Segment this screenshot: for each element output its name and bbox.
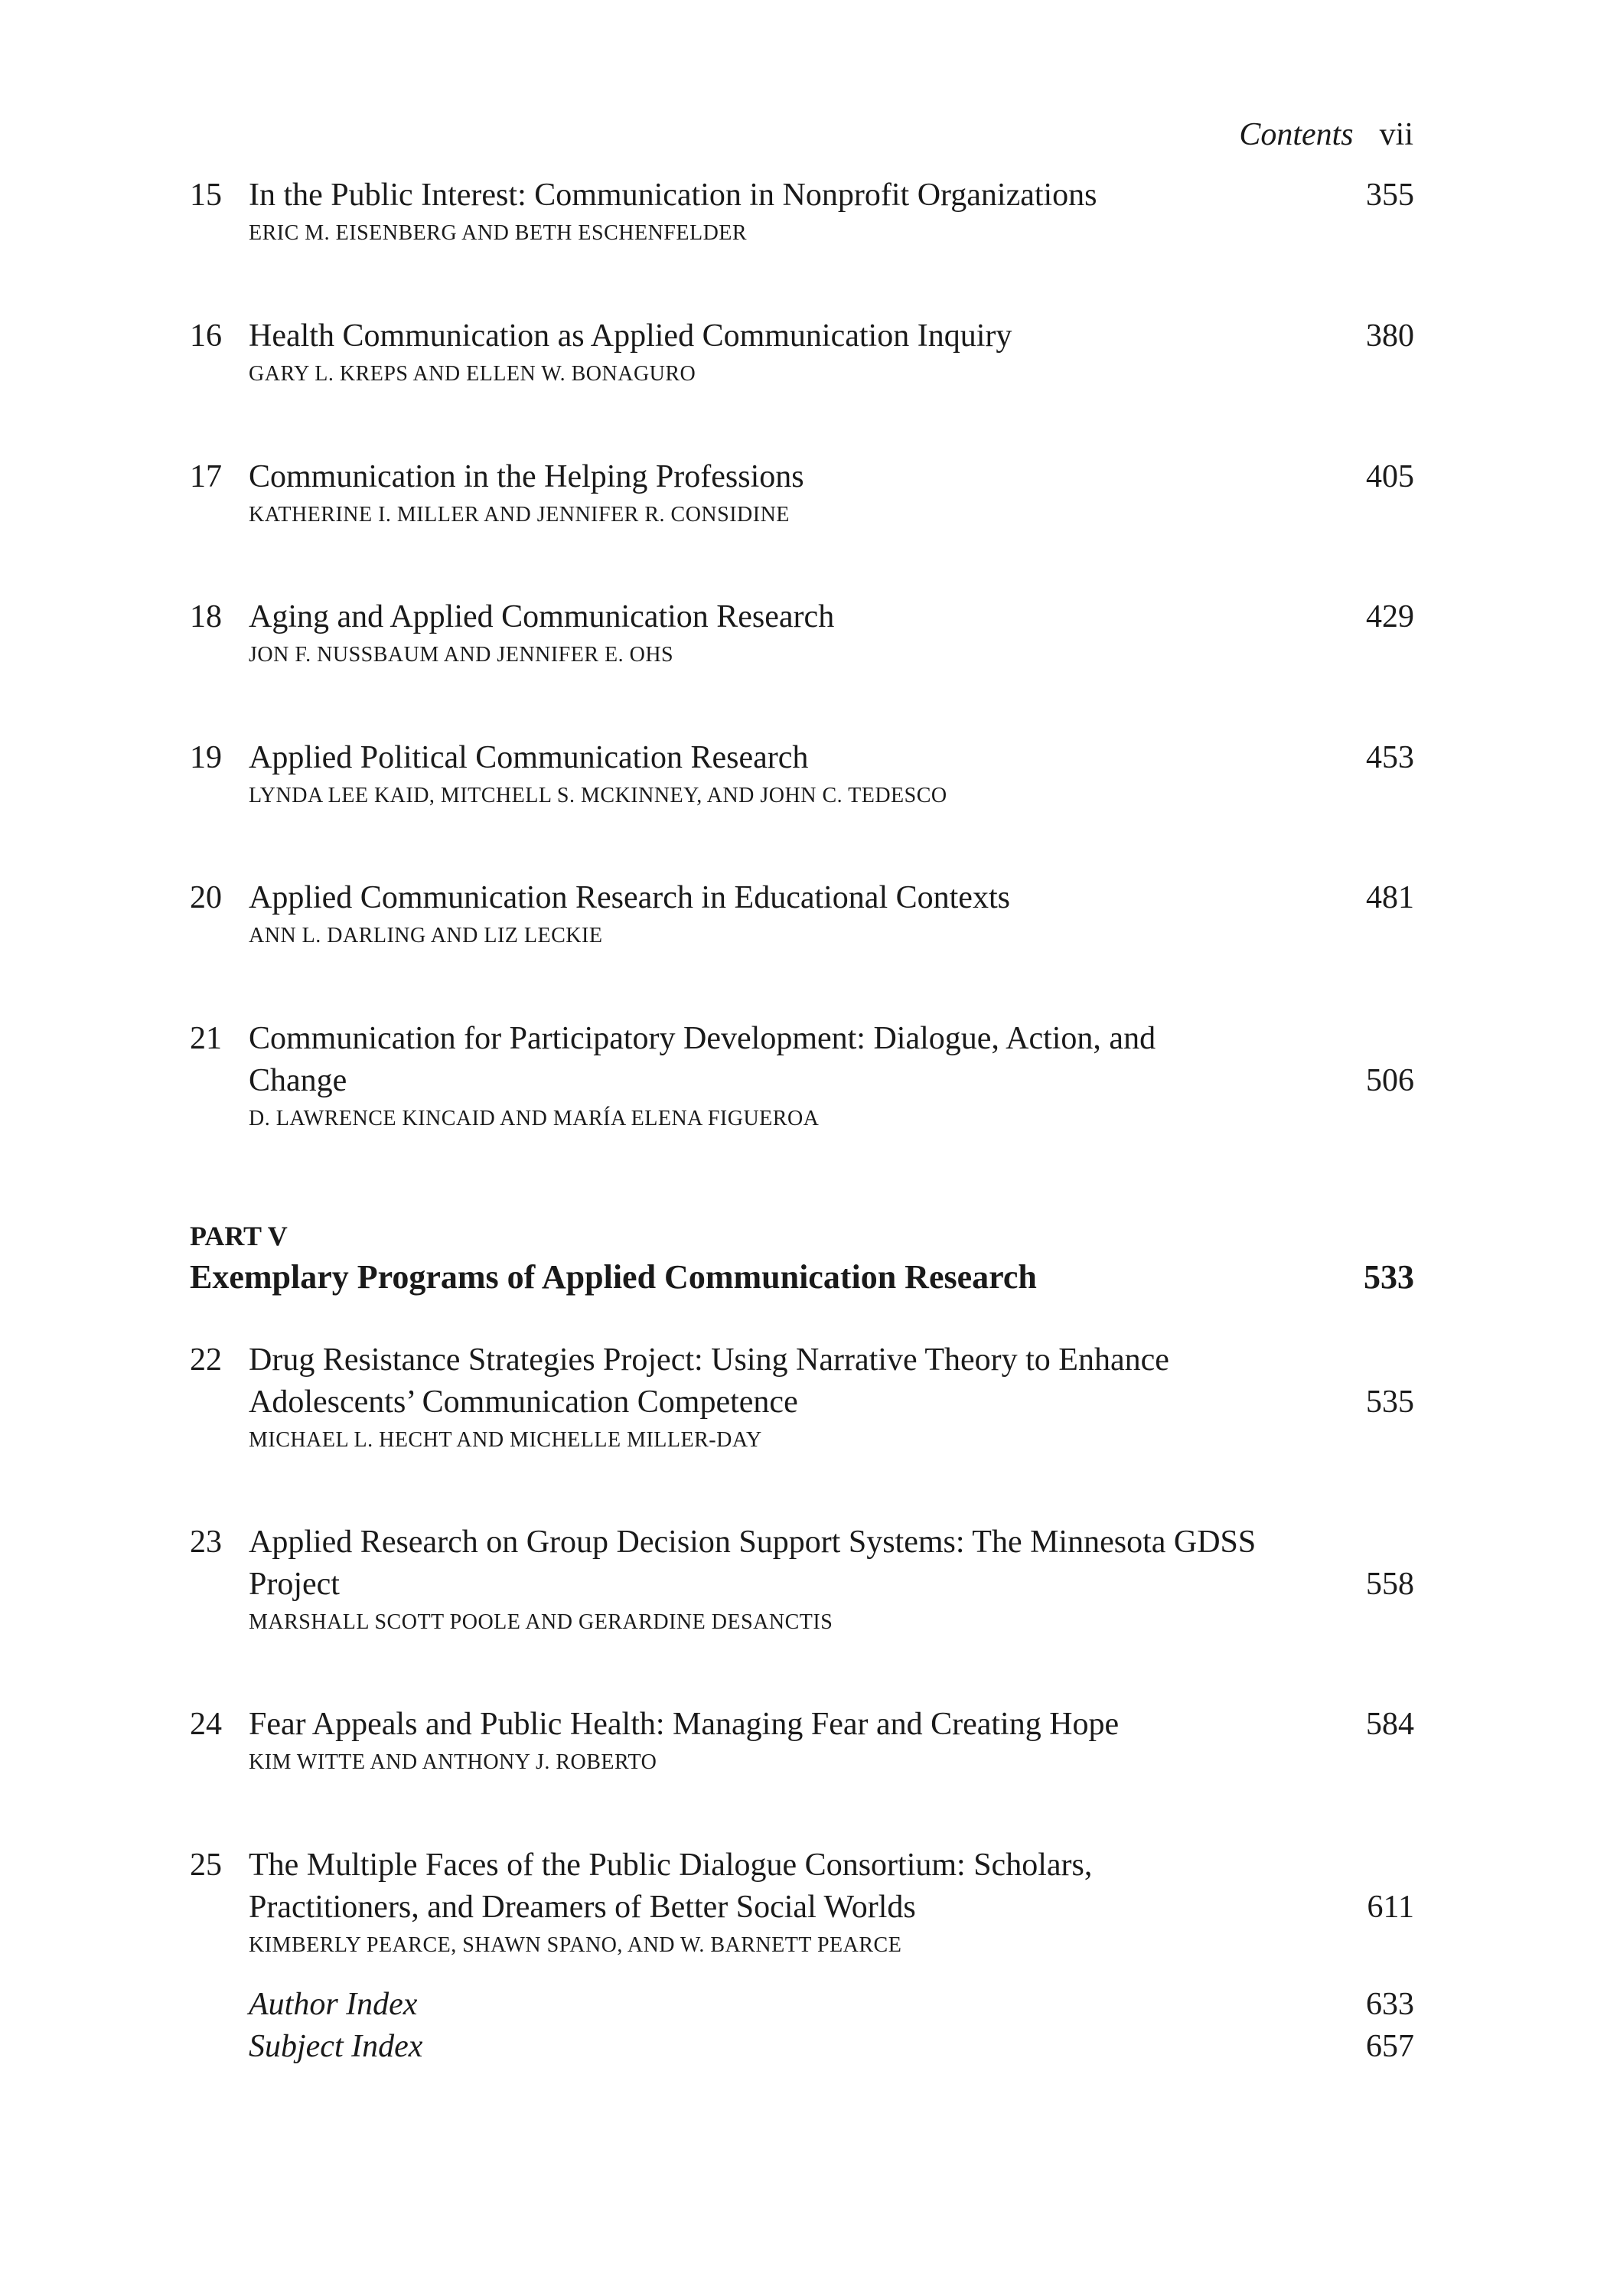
chapter-title: In the Public Interest: Communication in Nonprofit Organizations bbox=[249, 178, 1097, 213]
toc-entry-25[interactable] bbox=[190, 1844, 1414, 1959]
chapter-authors: MICHAEL L. HECHT AND MICHELLE MILLER-DAY bbox=[249, 1428, 762, 1452]
chapter-title: Applied Research on Group Decision Support Systems: The Minnesota GDSS Project bbox=[249, 1525, 1257, 1602]
chapter-title: Communication in the Helping Professions bbox=[249, 459, 804, 494]
chapter-title: Aging and Applied Communication Research bbox=[249, 599, 835, 634]
chapter-page: 535 bbox=[1366, 1384, 1414, 1420]
toc-entry-20[interactable] bbox=[190, 877, 1414, 950]
chapter-title: Communication for Participatory Development: Dialogue, Action, and Change bbox=[249, 1021, 1156, 1098]
toc-entry-15[interactable] bbox=[190, 174, 1414, 247]
chapter-number: 21 bbox=[190, 1021, 222, 1056]
chapter-number: 17 bbox=[190, 459, 222, 494]
chapter-page: 355 bbox=[1366, 178, 1414, 213]
chapter-page: 558 bbox=[1366, 1567, 1414, 1602]
chapter-authors: ANN L. DARLING AND LIZ LECKIE bbox=[249, 924, 603, 947]
chapter-title: Applied Communication Research in Educational Contexts bbox=[249, 880, 1010, 915]
chapter-number: 18 bbox=[190, 599, 222, 634]
toc-entry-18[interactable] bbox=[190, 596, 1414, 669]
chapter-authors: JON F. NUSSBAUM AND JENNIFER E. OHS bbox=[249, 643, 674, 667]
chapter-page: 584 bbox=[1366, 1707, 1414, 1742]
toc-entry-19[interactable] bbox=[190, 737, 1414, 810]
chapter-page: 405 bbox=[1366, 459, 1414, 494]
chapter-authors: KATHERINE I. MILLER AND JENNIFER R. CONSIDINE bbox=[249, 503, 790, 527]
chapter-authors: KIMBERLY PEARCE, SHAWN SPANO, AND W. BARNETT PEARCE bbox=[249, 1933, 902, 1957]
toc-entry-22[interactable] bbox=[190, 1339, 1414, 1454]
toc-entry-17[interactable] bbox=[190, 456, 1414, 529]
chapter-page: 380 bbox=[1366, 318, 1414, 354]
chapter-title: Applied Political Communication Research bbox=[249, 740, 809, 775]
chapter-number: 24 bbox=[190, 1707, 222, 1742]
chapter-number: 19 bbox=[190, 740, 222, 775]
author-index-entry[interactable] bbox=[249, 1984, 1414, 2026]
chapter-number: 23 bbox=[190, 1525, 222, 1560]
chapter-number: 22 bbox=[190, 1342, 222, 1378]
index-page: 657 bbox=[1366, 2029, 1414, 2064]
subject-index-entry[interactable] bbox=[249, 2026, 1414, 2068]
chapter-title: Health Communication as Applied Communication Inquiry bbox=[249, 318, 1012, 354]
part-label: PART V bbox=[190, 1221, 288, 1251]
running-title: Contents bbox=[1239, 117, 1354, 152]
index-title: Subject Index bbox=[249, 2029, 423, 2064]
header-page-number: vii bbox=[1379, 117, 1413, 152]
index-title: Author Index bbox=[249, 1987, 418, 2022]
chapter-number: 20 bbox=[190, 880, 222, 915]
chapter-authors: GARY L. KREPS AND ELLEN W. BONAGURO bbox=[249, 362, 696, 386]
part-heading[interactable] bbox=[190, 1220, 1414, 1300]
chapter-page: 506 bbox=[1366, 1063, 1414, 1098]
chapter-authors: KIM WITTE AND ANTHONY J. ROBERTO bbox=[249, 1750, 657, 1774]
toc-entry-23[interactable] bbox=[190, 1521, 1414, 1636]
toc-entry-16[interactable] bbox=[190, 315, 1414, 388]
chapter-authors: D. LAWRENCE KINCAID AND MARÍA ELENA FIGUEROA bbox=[249, 1107, 820, 1130]
chapter-authors: ERIC M. EISENBERG AND BETH ESCHENFELDER bbox=[249, 221, 748, 245]
toc-entry-21[interactable] bbox=[190, 1018, 1414, 1133]
chapter-authors: MARSHALL SCOTT POOLE AND GERARDINE DESANCTIS bbox=[249, 1610, 833, 1634]
chapter-page: 429 bbox=[1366, 599, 1414, 634]
part-page: 533 bbox=[1364, 1258, 1414, 1296]
chapter-title: Drug Resistance Strategies Project: Using Narrative Theory to Enhance Adolescents’ Communication Competence bbox=[249, 1342, 1169, 1420]
part-title: Exemplary Programs of Applied Communication Research bbox=[190, 1258, 1037, 1296]
chapter-number: 25 bbox=[190, 1848, 222, 1883]
chapter-authors: LYNDA LEE KAID, MITCHELL S. MCKINNEY, AND JOHN C. TEDESCO bbox=[249, 784, 947, 807]
running-header bbox=[1239, 119, 1413, 151]
chapter-page: 453 bbox=[1366, 740, 1414, 775]
chapter-number: 15 bbox=[190, 178, 222, 213]
chapter-title: Fear Appeals and Public Health: Managing Fear and Creating Hope bbox=[249, 1707, 1120, 1742]
chapter-page: 611 bbox=[1367, 1890, 1414, 1925]
toc-entry-24[interactable] bbox=[190, 1704, 1414, 1776]
chapter-page: 481 bbox=[1366, 880, 1414, 915]
index-page: 633 bbox=[1366, 1987, 1414, 2022]
chapter-title: The Multiple Faces of the Public Dialogue Consortium: Scholars, Practitioners, and Dreamers of Better Social Worlds bbox=[249, 1848, 1093, 1925]
chapter-number: 16 bbox=[190, 318, 222, 354]
